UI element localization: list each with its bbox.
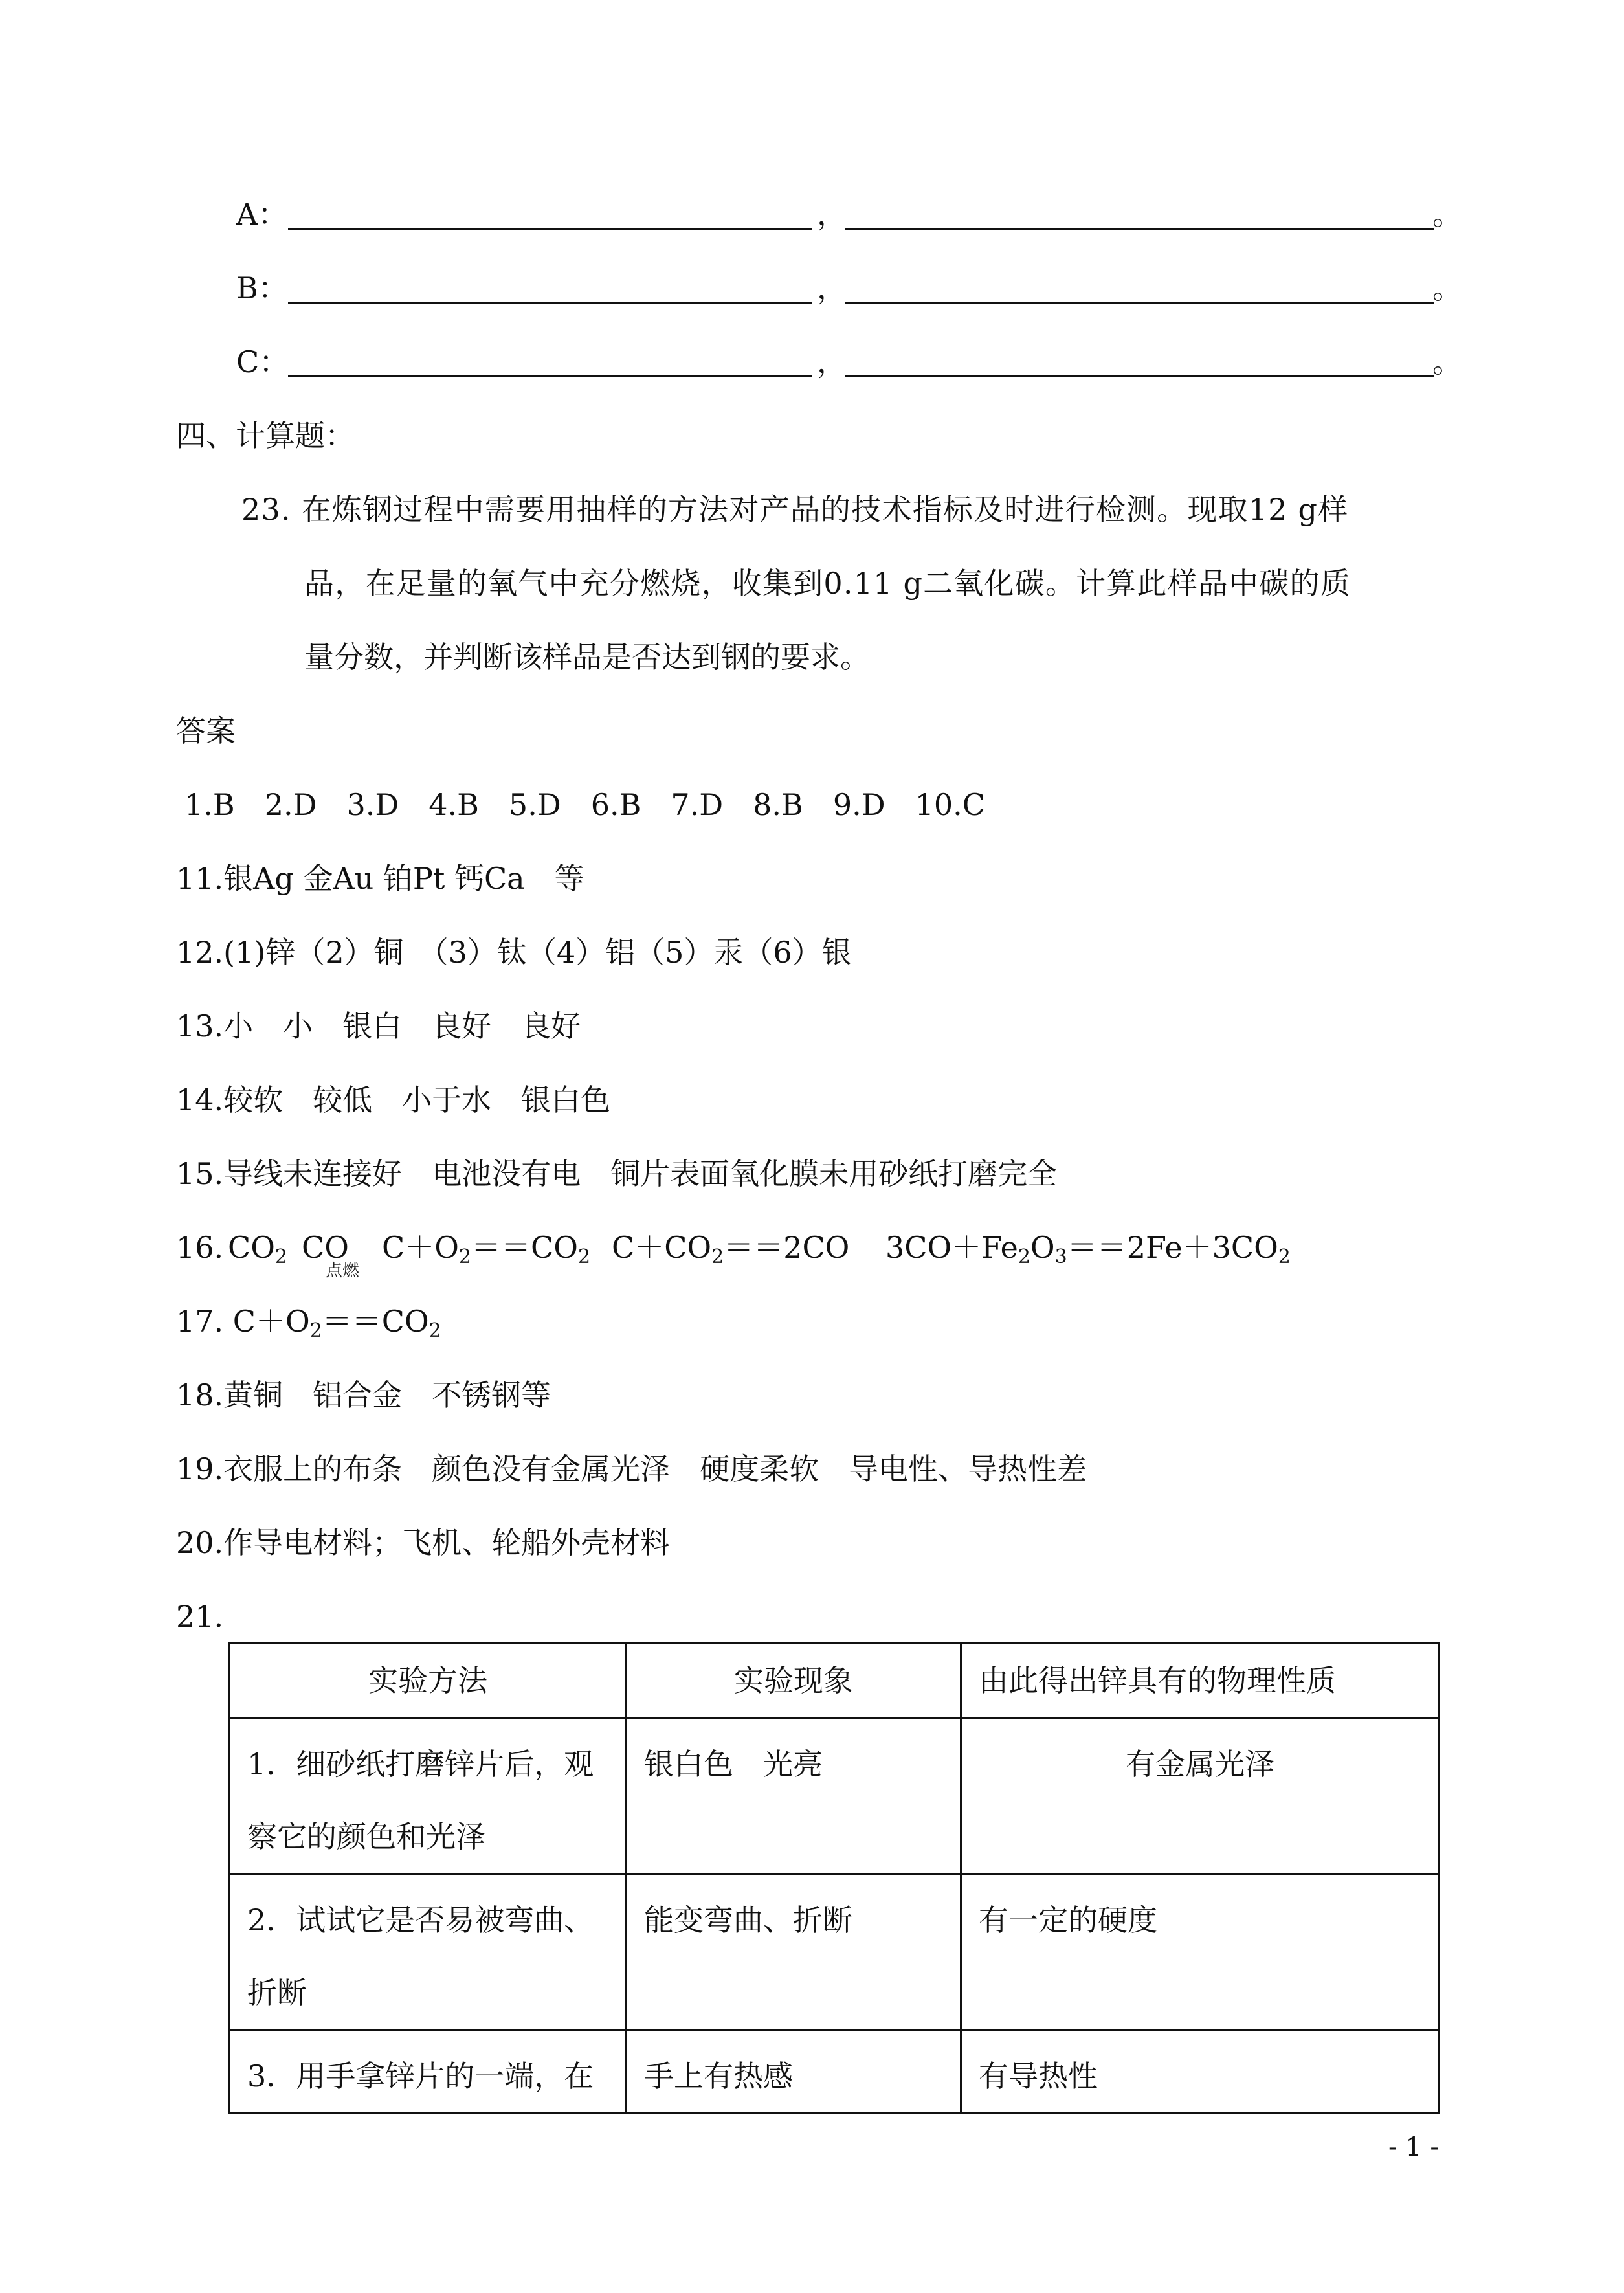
table-row [230,1718,1440,1874]
answer-blank[interactable] [845,375,1434,377]
table-cell: 有导热性 [961,2030,1440,2114]
answer-11: 11.银Ag 金Au 铂Pt 钙Ca 等 [176,861,584,896]
period: 。 [1432,197,1462,232]
reaction-condition: 点燃 [326,1261,360,1281]
blank-row-label: C： [236,344,289,379]
comma: ， [817,271,847,306]
answer-20: 20.作导电材料；飞机、轮船外壳材料 [176,1525,671,1560]
table-header: 由此得出锌具有的物理性质 [961,1644,1440,1718]
blank-row-label: A： [236,197,288,232]
answers-heading: 答案 [176,713,236,748]
table-cell: 1．细砂纸打磨锌片后，观察它的颜色和光泽 [230,1718,627,1874]
table-cell: 银白色 光亮 [627,1718,961,1874]
answer-13: 13.小 小 银白 良好 良好 [176,1009,581,1044]
answer-19: 19.衣服上的布条 颜色没有金属光泽 硬度柔软 导电性、导热性差 [176,1451,1087,1486]
formula-co: CO [302,1230,349,1265]
period: 。 [1432,344,1462,379]
period: 。 [1432,271,1462,306]
answer-21: 21. [176,1599,224,1634]
answer-blank[interactable] [288,302,812,304]
comma: ， [817,344,847,379]
equation-1: $C+O_2==CO_2$ [382,1230,591,1268]
equation-3: $3CO+Fe_2O_3==2Fe+3CO_2$ [885,1230,1291,1268]
comma: ， [817,197,847,232]
answer-15: 15.导线未连接好 电池没有电 铜片表面氧化膜未用砂纸打磨完全 [176,1156,1058,1191]
answer-16-number: 16. [176,1230,224,1265]
table-header: 实验方法 [230,1644,627,1718]
question-23-line-2: 品，在足量的氧气中充分燃烧，收集到0.11 g二氧化碳。计算此样品中碳的质 [304,566,1351,601]
answer-1-10: 1.B 2.D 3.D 4.B 5.D 6.B 7.D 8.B 9.D 10.C [184,787,985,822]
answer-blank[interactable] [288,375,812,377]
answer-12: 12.(1)锌（2）铜 （3）钛（4）铝（5）汞（6）银 [176,935,852,970]
blank-row-label: B： [236,271,288,306]
equation-2: $C+CO_2==2CO$ [612,1230,850,1268]
answer-18: 18.黄铜 铝合金 不锈钢等 [176,1378,551,1413]
question-23-line-3: 量分数，并判断该样品是否达到钢的要求。 [304,640,870,675]
table-cell: 有一定的硬度 [961,1874,1440,2030]
table-header: 实验现象 [627,1644,961,1718]
answer-blank[interactable] [288,228,812,230]
answer-14: 14.较软 较低 小于水 银白色 [176,1082,611,1117]
experiment-table [228,1642,1440,2114]
table-cell: 手上有热感 [627,2030,961,2114]
table-cell: 3．用手拿锌片的一端，在 [230,2030,627,2114]
table-header-row [230,1644,1440,1718]
question-23-line-1: 23. 在炼钢过程中需要用抽样的方法对产品的技术指标及时进行检测。现取12 g样 [241,492,1349,527]
page-number: - 1 - [1388,2132,1439,2162]
table-cell: 有金属光泽 [961,1718,1440,1874]
formula-co2: $CO_2$ [228,1230,288,1268]
table-cell: 2．试试它是否易被弯曲、折断 [230,1874,627,2030]
answer-17: 17. $C+O_2==CO_2$ [176,1304,441,1342]
table-row [230,2030,1440,2114]
answer-blank[interactable] [845,302,1434,304]
answer-blank[interactable] [845,228,1434,230]
table-cell: 能变弯曲、折断 [627,1874,961,2030]
section-heading: 四、计算题： [176,418,355,453]
table-row [230,1874,1440,2030]
